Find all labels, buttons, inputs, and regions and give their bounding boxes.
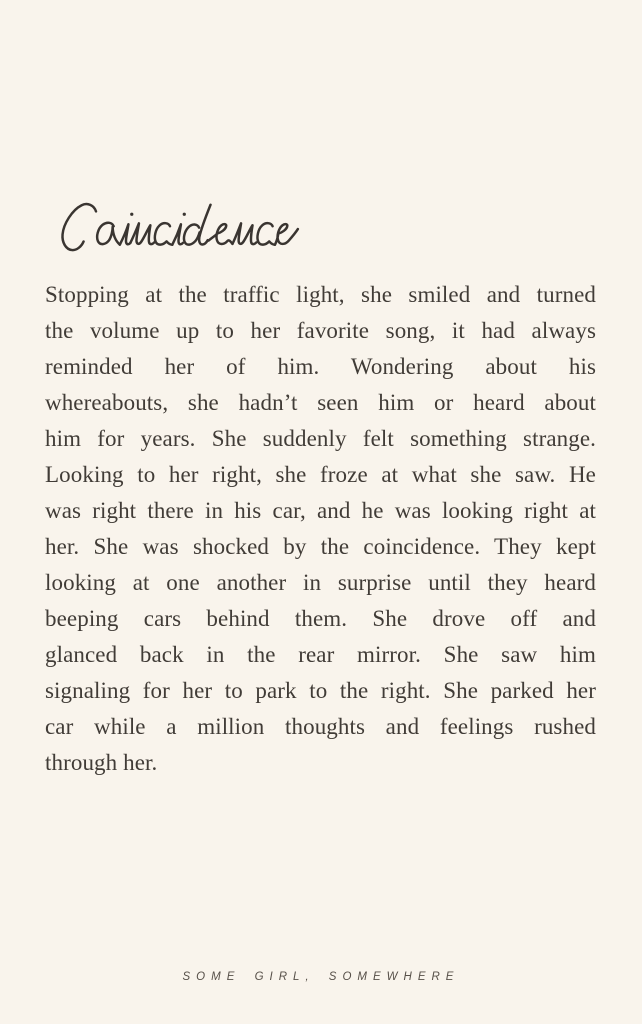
- story-line: her. She was shocked by the coincidence. They kept: [45, 534, 596, 559]
- story-line: looking at one another in surprise until they heard: [45, 570, 596, 595]
- title-script-art: [57, 199, 302, 262]
- story-paragraph: [45, 277, 596, 781]
- footer-signature: SOME GIRL, SOMEWHERE: [182, 971, 460, 983]
- page-title: [57, 199, 302, 262]
- story-line: Looking to her right, she froze at what she saw. He: [45, 462, 596, 487]
- i-dot: [130, 213, 133, 216]
- story-line: glanced back in the rear mirror. She saw him: [45, 642, 596, 667]
- story-line: beeping cars behind them. She drove off and: [45, 606, 596, 631]
- page-title-text: [57, 262, 58, 263]
- story-line: reminded her of him. Wondering about his: [45, 354, 596, 379]
- i-dot: [183, 213, 186, 216]
- story-line: him for years. She suddenly felt something strange.: [45, 426, 596, 451]
- story-line: Stopping at the traffic light, she smiled and turned: [45, 282, 596, 307]
- story-line: was right there in his car, and he was looking right at: [45, 498, 596, 523]
- story-line: through her.: [45, 750, 158, 775]
- story-line: whereabouts, she hadn’t seen him or heard about: [45, 390, 596, 415]
- story-line: signaling for her to park to the right. She parked her: [45, 678, 596, 703]
- story-line: car while a million thoughts and feelings rushed: [45, 714, 596, 739]
- story-line: the volume up to her favorite song, it had always: [45, 318, 596, 343]
